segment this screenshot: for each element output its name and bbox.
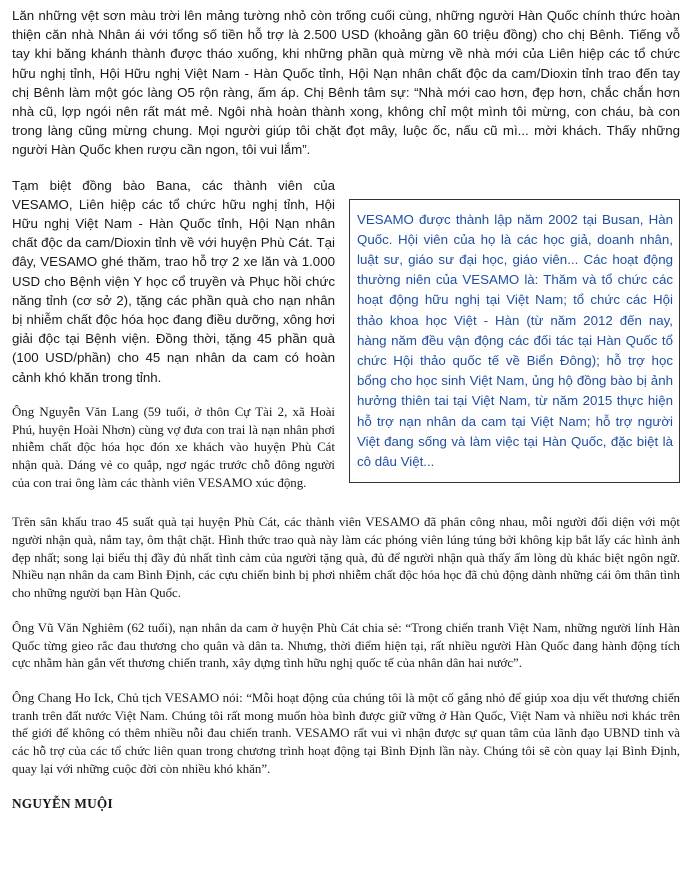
sidebar-info-box (349, 199, 680, 484)
paragraph-intro: Lăn những vệt sơn màu trời lên mảng tường nhỏ còn trống cuối cùng, những người Hàn Quốc chính thức hoàn thiện căn nhà Nhân ái với tổng số tiền hỗ trợ là 2.500 USD (khoảng gần 60 triệu đồng) cho chị Bênh. Tiếng vỗ tay khi băng khánh thành được tháo xuống, khi những phần quà mừng về nhà mới của Liên hiệp các tổ chức hữu nghị tỉnh, Hội Hữu nghị Việt Nam - Hàn Quốc tỉnh, Hội Nạn nhân chất độc da cam/Dioxin tỉnh trao đến tay chị Bênh làm một góc làng O5 rộn ràng, ấm áp. Chị Bênh tâm sự: “Nhà mới cao hơn, đẹp hơn, chắc chắn hơn nhà cũ, lợp ngói nên rất mát mẻ. Ngôi nhà hoàn thành xong, không chỉ một mình tôi mừng, con cháu, bà con trong làng cũng mừng chung. Mọi người giúp tôi chặt đọt mây, luộc ốc, nấu cũ mì... mời khách. Thấy những người Hàn Quốc khen rượu cần ngon, tôi vui lắm”. (12, 8, 680, 158)
article-body (12, 6, 680, 812)
paragraph-lang: Ông Nguyễn Văn Lang (59 tuổi, ở thôn Cự Tài 2, xã Hoài Phú, huyện Hoài Nhơn) cùng vợ đưa con trai là nạn nhân phơi nhiễm chất độc hóa học đón xe khách vào huyện Phù Cát nhận quà. Dáng vẻ co quắp, ngơ ngác trước chỗ đông người của con trai ông làm các thành viên VESAMO xúc động. (12, 404, 335, 490)
author-byline: NGUYỄN MUỘI (12, 795, 113, 811)
paragraph-chang: Ông Chang Ho Ick, Chủ tịch VESAMO nói: “Mỗi hoạt động của chúng tôi là một cố gắng nhỏ để giúp xoa dịu vết thương chiến tranh trên đất nước Việt Nam. Chúng tôi rất mong muốn hòa bình được giữ vững ở Hàn Quốc, Việt Nam và nhiều nơi khác trên thế giới để không có thêm nhiều nỗi đau chiến tranh. VESAMO rất vui vì nhận được sự quan tâm của lãnh đạo UBND tỉnh và các hỗ trợ của các tổ chức liên quan trong chương trình hoạt động tại Bình Định lần này. Chúng tôi sẽ còn quay lại Bình Định, quay lại với những cuộc đời còn nhiều khó khăn”. (12, 691, 680, 776)
paragraph-nghiem: Ông Vũ Văn Nghiêm (62 tuổi), nạn nhân da cam ở huyện Phù Cát chia sẻ: “Trong chiến tranh Việt Nam, những người lính Hàn Quốc từng gieo rắc đau thương cho quân và dân ta. Nhưng, thời điểm hiện tại, rất nhiều người Hàn Quốc đang hành động tích cực nhằm hàn gắn vết thương chiến tranh, xây dựng tình hữu nghị quốc tế của nhân dân hai nước”. (12, 620, 680, 671)
paragraph-farewell: Tạm biệt đồng bào Bana, các thành viên của VESAMO, Liên hiệp các tổ chức hữu nghị tỉnh, Hội Hữu nghị Việt Nam - Hàn Quốc tỉnh, Hội Nạn nhân chất độc da cam/Dioxin tỉnh về với huyện Phù Cát. Tại đây, VESAMO ghé thăm, trao hỗ trợ 2 xe lăn và 1.000 USD cho Bệnh viện Y học cổ truyền và Phục hồi chức năng tỉnh (cơ sở 2), tặng các phần quà cho nạn nhân bị nhiễm chất độc hóa học đang điều dưỡng, xông hơi giải độc tại Bệnh viện. Đồng thời, tặng 45 phần quà (100 USD/phần) cho 45 nạn nhân da cam có hoàn cảnh khó khăn trong tỉnh. (12, 177, 335, 385)
float-section (12, 176, 680, 515)
paragraph-stage: Trên sân khấu trao 45 suất quà tại huyện Phù Cát, các thành viên VESAMO đã phân công nhau, mỗi người đối diện với một người nhận quà, nắm tay, ôm thật chặt. Hình thức trao quà này làm các phóng viên lúng túng bởi không kịp bắt lấy các hình ảnh đẹp nhất; song lại biểu thị đầy đủ nhất tình cảm của người tặng quà, đủ để người nhận quà thấy ấm lòng dù khác biệt ngôn ngữ. Nhiều nạn nhân da cam Bình Định, các cựu chiến binh bị phơi nhiễm chất độc hóa học đã chủ động dành những cái ôm thân tình cho những người bạn Hàn Quốc. (12, 515, 680, 601)
sidebar-info-text: VESAMO được thành lập năm 2002 tại Busan, Hàn Quốc. Hội viên của họ là các học giả, doanh nhân, luật sư, giáo sư đại học, giáo viên... Các hoạt động thường niên của VESAMO là: Thăm và tổ chức các hoạt động hữu nghị tại Việt Nam; tổ chức các Hội thảo khoa học Việt - Hàn (từ năm 2012 đến nay, hàng năm đều vận động các đối tác tại Hàn Quốc tổ chức Hội thảo quốc tế về Biển Đông); hỗ trợ học bổng cho học sinh Việt Nam, ủng hộ đồng bào bị ảnh hưởng thiên tai tại Việt Nam, từ năm 2015 thực hiện hỗ trợ nạn nhân da cam tại Việt Nam; hỗ trợ người Việt đang sống và làm việc tại Hàn Quốc, đặc biệt là cô dâu Việt... (357, 211, 673, 470)
